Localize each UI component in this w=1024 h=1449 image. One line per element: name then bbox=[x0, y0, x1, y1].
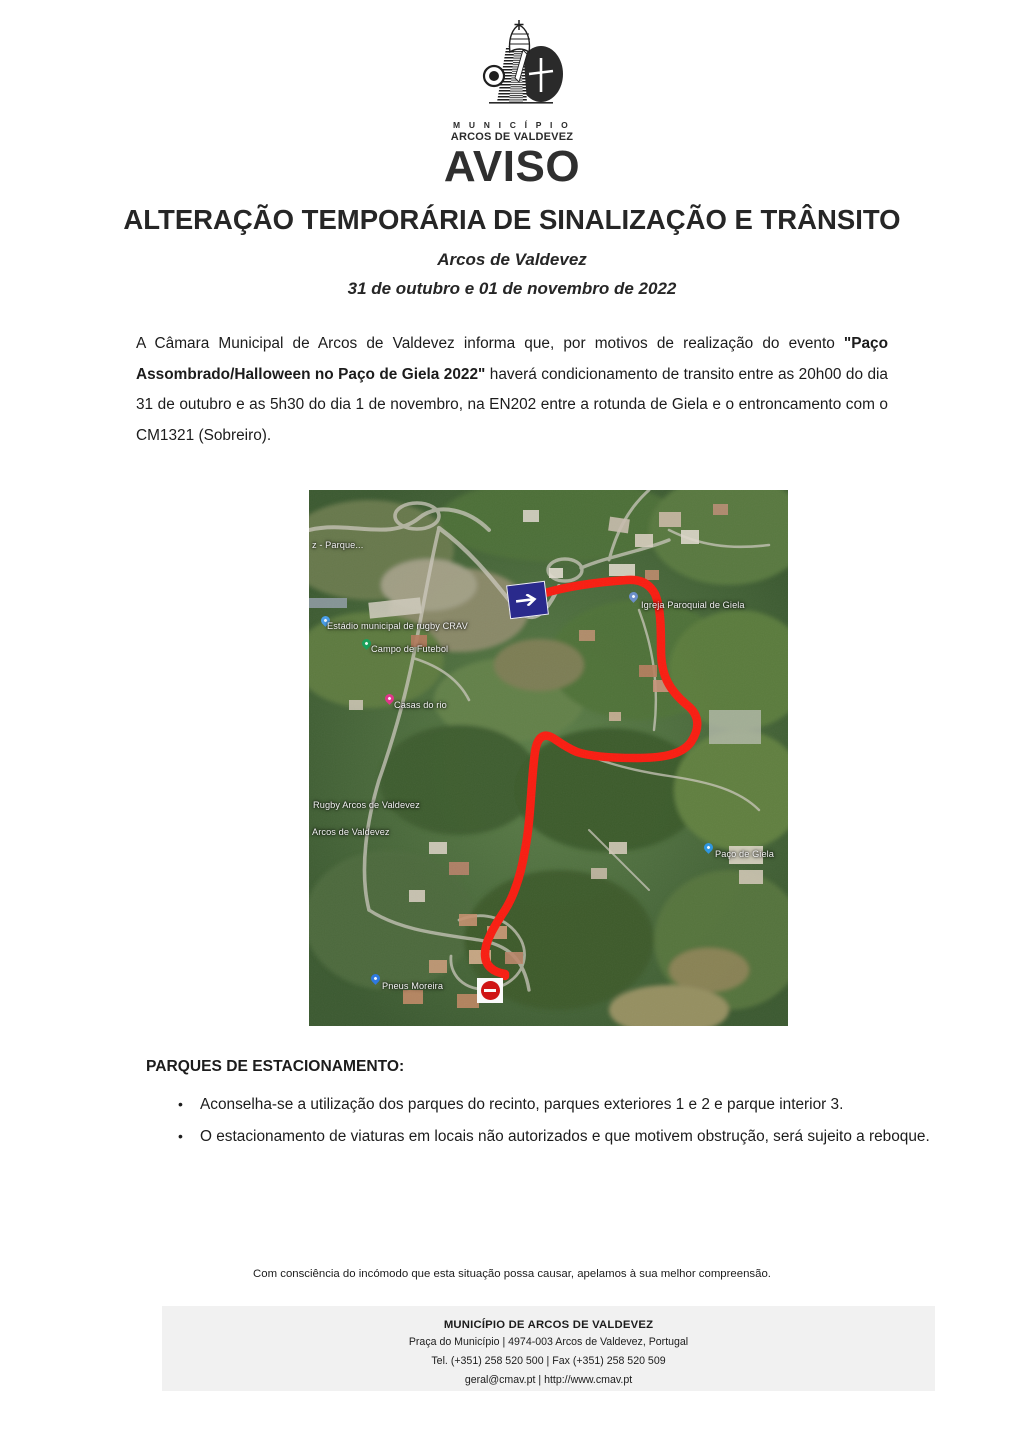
municipality-logo bbox=[0, 0, 1024, 143]
map-label-rugby-arcos-de-valdevez: Rugby Arcos de Valdevez bbox=[313, 800, 420, 810]
logo-line-arcos-de-valdevez: ARCOS DE VALDEVEZ bbox=[450, 131, 574, 143]
logo-line-municipio: M U N I C Í P I O bbox=[452, 120, 571, 130]
page-title: AVISO bbox=[443, 142, 581, 191]
footer-organization: MUNICÍPIO DE ARCOS DE VALDEVEZ bbox=[443, 1319, 654, 1331]
paragraph-text-part2: haverá condicionamento de transito entre as 20h00 do dia 31 de outubro e as 5h30 do dia 1 de novembro, na EN202 entre a rotunda de Giela e o entroncamento com o CM1321 (Sobreiro). bbox=[136, 365, 888, 445]
bullet-icon: • bbox=[178, 1096, 183, 1112]
notice-body bbox=[136, 299, 888, 452]
map-label-arcos-de-valdevez: Arcos de Valdevez bbox=[312, 827, 390, 837]
footer-contact[interactable]: geral@cmav.pt | http://www.cmav.pt bbox=[464, 1374, 633, 1387]
footer-address: Praça do Município | 4974-003 Arcos de Valdevez, Portugal bbox=[408, 1336, 689, 1348]
map-label-casas-do-rio: Casas do rio bbox=[394, 700, 447, 710]
bullet-icon: • bbox=[178, 1127, 183, 1144]
coat-of-arms-icon bbox=[453, 18, 571, 114]
parking-heading: PARQUES DE ESTACIONAMENTO: bbox=[146, 1058, 405, 1075]
footer-contact-box bbox=[162, 1306, 935, 1391]
map-label-campo-de-futebol: Campo de Futebol bbox=[371, 644, 449, 654]
no-entry-sign-icon bbox=[477, 978, 503, 1003]
map-satellite-imagery bbox=[309, 490, 788, 1026]
arrow-right-icon bbox=[515, 593, 540, 608]
parking-item-text: O estacionamento de viaturas em locais não autorizados e que motivem obstrução, será sujeito a reboque. bbox=[200, 1127, 930, 1145]
map-label-parque: z - Parque... bbox=[312, 540, 364, 550]
event-name-bold: "Paço Assombrado/Halloween no Paço de Giela 2022" bbox=[136, 334, 888, 383]
paragraph-text-part1: A Câmara Municipal de Arcos de Valdevez informa que, por motivos de realização do evento bbox=[136, 334, 844, 352]
direction-arrow-sign-icon bbox=[506, 581, 549, 619]
affected-area-map[interactable] bbox=[309, 490, 788, 1026]
list-item bbox=[178, 1090, 1006, 1121]
page-subtitle: ALTERAÇÃO TEMPORÁRIA DE SINALIZAÇÃO E TRÂNSITO bbox=[123, 204, 901, 236]
location-line: Arcos de Valdevez bbox=[437, 249, 587, 269]
list-item bbox=[178, 1122, 1006, 1153]
parking-list bbox=[146, 1090, 1006, 1154]
map-label-estadio-rugby-crav: Estádio municipal de rugby CRAV bbox=[327, 621, 468, 631]
map-label-igreja-paroquial-de-giela: Igreja Paroquial de Giela bbox=[641, 600, 745, 610]
parking-item-text: Aconselha-se a utilização dos parques do recinto, parques exteriores 1 e 2 e parque interior 3. bbox=[200, 1096, 844, 1113]
map-label-pneus-moreira: Pneus Moreira bbox=[382, 981, 444, 991]
closing-note: Com consciência do incómodo que esta situação possa causar, apelamos à sua melhor compreensão. bbox=[253, 1268, 771, 1280]
dates-line: 31 de outubro e 01 de novembro de 2022 bbox=[347, 278, 677, 298]
notice-paragraph bbox=[136, 329, 888, 452]
footer-phone: Tel. (+351) 258 520 500 | Fax (+351) 258 520 509 bbox=[431, 1355, 666, 1368]
map-label-paco-de-giela: Paço de Giela bbox=[715, 849, 775, 859]
